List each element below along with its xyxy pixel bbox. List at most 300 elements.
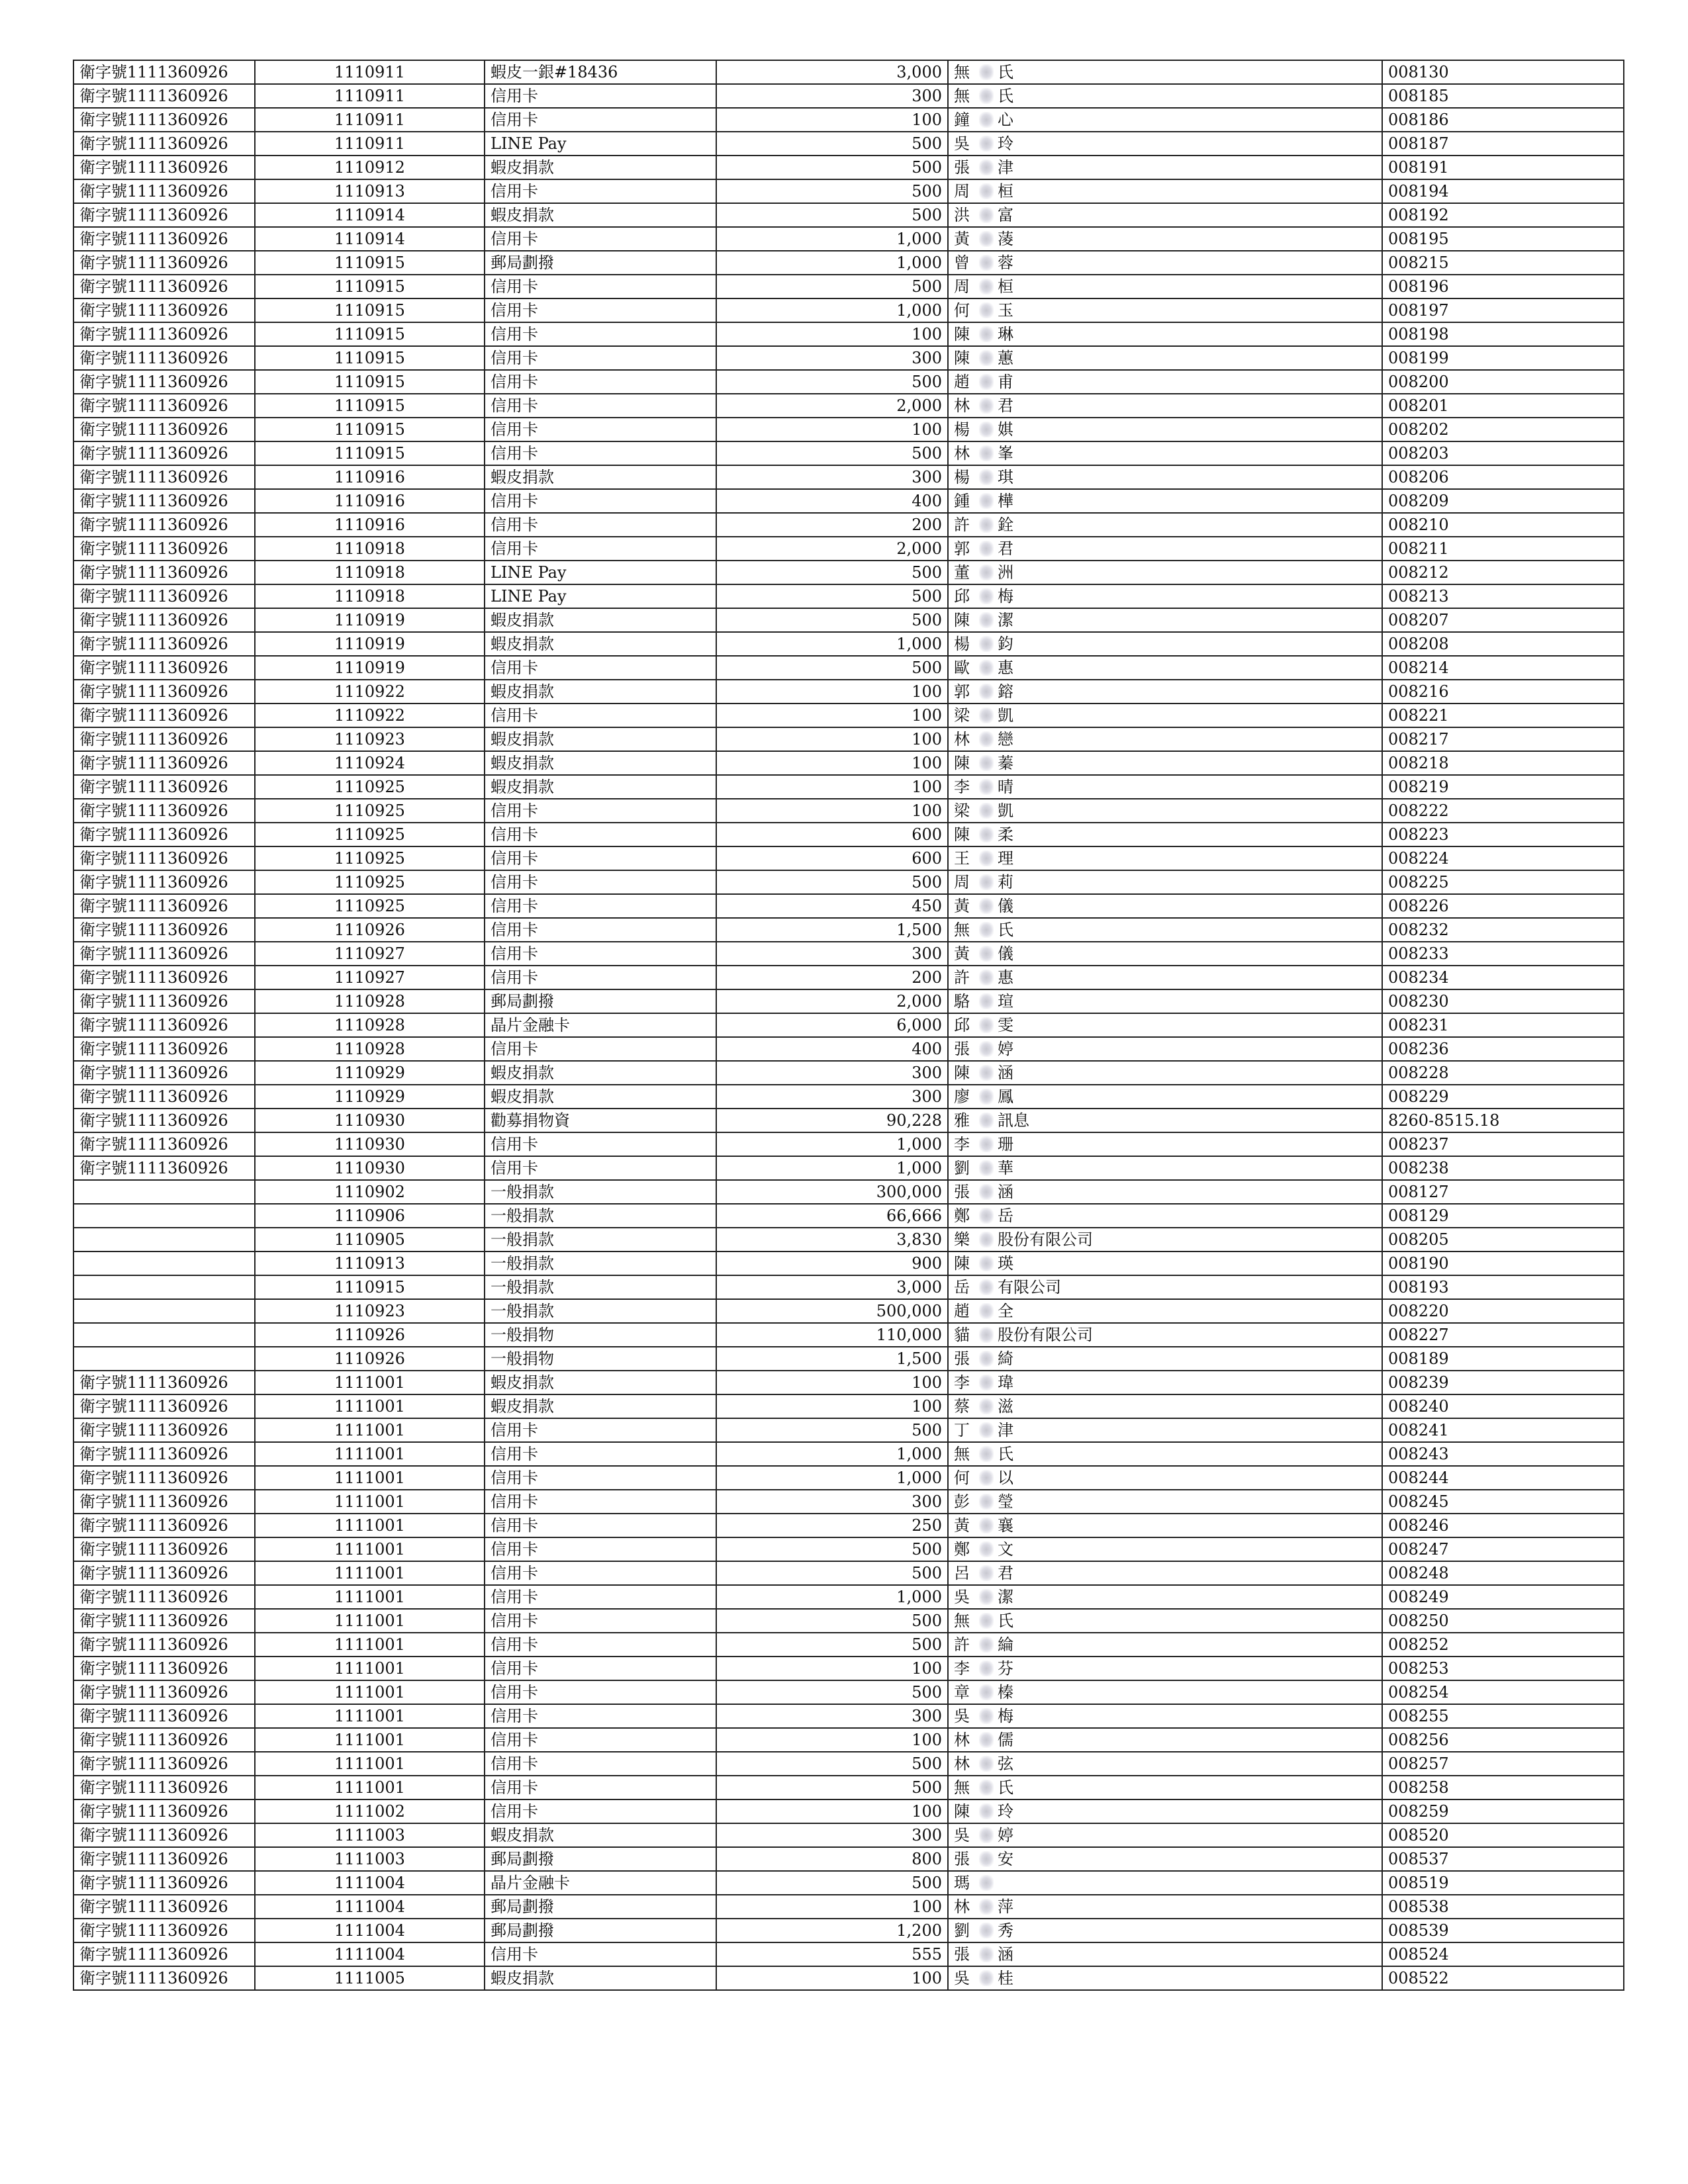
amount-cell: 100 <box>716 1371 948 1394</box>
amount-cell: 555 <box>716 1942 948 1966</box>
amount-cell: 3,000 <box>716 60 948 84</box>
donor-name-cell <box>948 1275 1382 1299</box>
donor-name-cell <box>948 942 1382 966</box>
table-row <box>73 275 1624 298</box>
permit-number-cell: 衛字號1111360926 <box>73 346 255 370</box>
permit-number-cell: 衛字號1111360926 <box>73 1514 255 1537</box>
donor-name-cell <box>948 1251 1382 1275</box>
donor-name-cell <box>948 441 1382 465</box>
date-cell: 1110916 <box>255 465 485 489</box>
donation-type-cell: LINE Pay <box>485 132 716 156</box>
donor-surname: 陳 <box>954 349 970 367</box>
table-row <box>73 1013 1624 1037</box>
donor-given-name: 富 <box>998 206 1013 224</box>
amount-cell: 300 <box>716 346 948 370</box>
donor-name-cell <box>948 179 1382 203</box>
table-row <box>73 1704 1624 1728</box>
donation-type-cell: 郵局劃撥 <box>485 1919 716 1942</box>
permit-number-cell: 衛字號1111360926 <box>73 513 255 537</box>
amount-cell: 1,000 <box>716 1585 948 1609</box>
date-cell: 1111004 <box>255 1942 485 1966</box>
donor-given-name: 琪 <box>998 468 1013 486</box>
donor-name-cell <box>948 203 1382 227</box>
donation-type-cell: 蝦皮捐款 <box>485 727 716 751</box>
redaction-blur <box>979 588 994 604</box>
receipt-number-cell: 008201 <box>1382 394 1624 418</box>
donor-surname: 張 <box>954 1945 970 1964</box>
donor-name-cell <box>948 966 1382 989</box>
donor-given-name: 惠 <box>998 659 1013 677</box>
receipt-number-cell: 008196 <box>1382 275 1624 298</box>
donor-surname: 董 <box>954 563 970 582</box>
date-cell: 1110925 <box>255 823 485 846</box>
date-cell: 1110915 <box>255 441 485 465</box>
donation-type-cell: 信用卡 <box>485 1799 716 1823</box>
receipt-number-cell: 008250 <box>1382 1609 1624 1633</box>
receipt-number-cell: 008254 <box>1382 1680 1624 1704</box>
redaction-blur <box>979 1232 994 1248</box>
donor-name-cell <box>948 1228 1382 1251</box>
date-cell: 1110922 <box>255 704 485 727</box>
permit-number-cell <box>73 1299 255 1323</box>
receipt-number-cell: 008213 <box>1382 584 1624 608</box>
amount-cell: 300 <box>716 1490 948 1514</box>
permit-number-cell: 衛字號1111360926 <box>73 1585 255 1609</box>
date-cell: 1110925 <box>255 870 485 894</box>
donation-type-cell: 蝦皮捐款 <box>485 775 716 799</box>
date-cell: 1110927 <box>255 966 485 989</box>
date-cell: 1110929 <box>255 1085 485 1109</box>
donor-name-cell <box>948 1109 1382 1132</box>
amount-cell: 500 <box>716 1418 948 1442</box>
table-row <box>73 156 1624 179</box>
date-cell: 1111001 <box>255 1418 485 1442</box>
redaction-blur <box>979 1136 994 1152</box>
permit-number-cell: 衛字號1111360926 <box>73 1132 255 1156</box>
donation-type-cell: LINE Pay <box>485 584 716 608</box>
donor-surname: 林 <box>954 396 970 415</box>
donor-given-name: 滋 <box>998 1397 1013 1416</box>
donor-given-name: 梅 <box>998 1707 1013 1725</box>
donor-given-name: 甫 <box>998 373 1013 391</box>
donor-name-cell <box>948 989 1382 1013</box>
redaction-blur <box>979 183 994 199</box>
receipt-number-cell: 008229 <box>1382 1085 1624 1109</box>
permit-number-cell: 衛字號1111360926 <box>73 894 255 918</box>
amount-cell: 300 <box>716 1823 948 1847</box>
table-row <box>73 1514 1624 1537</box>
receipt-number-cell: 008216 <box>1382 680 1624 704</box>
donor-name-cell <box>948 1418 1382 1442</box>
donor-surname: 吳 <box>954 1826 970 1844</box>
redaction-blur <box>979 803 994 819</box>
redaction-blur <box>979 64 994 80</box>
donation-type-cell: 信用卡 <box>485 418 716 441</box>
donor-name-cell <box>948 1085 1382 1109</box>
permit-number-cell <box>73 1180 255 1204</box>
redaction-blur <box>979 1351 994 1367</box>
redaction-blur <box>979 398 994 414</box>
date-cell: 1111005 <box>255 1966 485 1990</box>
donor-given-name: 戀 <box>998 730 1013 749</box>
redaction-blur <box>979 731 994 747</box>
donation-type-cell: 信用卡 <box>485 227 716 251</box>
donor-surname: 林 <box>954 1897 970 1916</box>
donor-given-name: 桓 <box>998 277 1013 296</box>
redaction-blur <box>979 1946 994 1962</box>
amount-cell: 1,500 <box>716 918 948 942</box>
donor-name-cell <box>948 132 1382 156</box>
donor-name-cell <box>948 799 1382 823</box>
receipt-number-cell: 008130 <box>1382 60 1624 84</box>
donation-type-cell: 信用卡 <box>485 704 716 727</box>
permit-number-cell: 衛字號1111360926 <box>73 632 255 656</box>
donor-surname: 黃 <box>954 944 970 963</box>
amount-cell: 100 <box>716 1966 948 1990</box>
donation-type-cell: 信用卡 <box>485 394 716 418</box>
amount-cell: 500 <box>716 584 948 608</box>
donor-surname: 梁 <box>954 706 970 725</box>
donation-type-cell: LINE Pay <box>485 561 716 584</box>
amount-cell: 500 <box>716 1537 948 1561</box>
date-cell: 1110913 <box>255 179 485 203</box>
permit-number-cell: 衛字號1111360926 <box>73 322 255 346</box>
table-row <box>73 1895 1624 1919</box>
table-row <box>73 1132 1624 1156</box>
donation-type-cell: 信用卡 <box>485 846 716 870</box>
donor-name-cell <box>948 298 1382 322</box>
amount-cell: 400 <box>716 1037 948 1061</box>
redaction-blur <box>979 541 994 557</box>
redaction-blur <box>979 136 994 152</box>
permit-number-cell <box>73 1228 255 1251</box>
date-cell: 1110922 <box>255 680 485 704</box>
donor-surname: 瑪 <box>954 1874 970 1892</box>
donor-surname: 鄭 <box>954 1206 970 1225</box>
donor-name-cell <box>948 84 1382 108</box>
date-cell: 1111001 <box>255 1442 485 1466</box>
redaction-blur <box>979 1113 994 1128</box>
table-row <box>73 1776 1624 1799</box>
redaction-blur <box>979 1780 994 1796</box>
donor-surname: 陳 <box>954 754 970 772</box>
donation-type-cell: 信用卡 <box>485 1633 716 1657</box>
redaction-blur <box>979 874 994 890</box>
permit-number-cell: 衛字號1111360926 <box>73 1037 255 1061</box>
date-cell: 1110914 <box>255 227 485 251</box>
receipt-number-cell: 008200 <box>1382 370 1624 394</box>
donor-name-cell <box>948 1633 1382 1657</box>
table-row <box>73 370 1624 394</box>
date-cell: 1110914 <box>255 203 485 227</box>
redaction-blur <box>979 1637 994 1653</box>
donor-surname: 無 <box>954 1445 970 1463</box>
receipt-number-cell: 008233 <box>1382 942 1624 966</box>
amount-cell: 100 <box>716 1728 948 1752</box>
donor-given-name: 娸 <box>998 420 1013 439</box>
donor-surname: 章 <box>954 1683 970 1702</box>
permit-number-cell: 衛字號1111360926 <box>73 203 255 227</box>
table-row <box>73 1561 1624 1585</box>
donor-given-name: 氏 <box>998 1778 1013 1797</box>
donor-name-cell <box>948 1871 1382 1895</box>
date-cell: 1111001 <box>255 1728 485 1752</box>
table-row <box>73 1823 1624 1847</box>
donor-given-name: 銓 <box>998 516 1013 534</box>
date-cell: 1110928 <box>255 1037 485 1061</box>
donation-type-cell: 蝦皮捐款 <box>485 1966 716 1990</box>
receipt-number-cell: 008129 <box>1382 1204 1624 1228</box>
donor-given-name: 氏 <box>998 1612 1013 1630</box>
donation-type-cell: 蝦皮捐款 <box>485 1394 716 1418</box>
donor-name-cell <box>948 1847 1382 1871</box>
donor-surname: 陳 <box>954 325 970 343</box>
date-cell: 1110918 <box>255 584 485 608</box>
donor-given-name: 潔 <box>998 1588 1013 1606</box>
receipt-number-cell: 008243 <box>1382 1442 1624 1466</box>
date-cell: 1110925 <box>255 775 485 799</box>
donor-surname: 林 <box>954 1731 970 1749</box>
date-cell: 1111004 <box>255 1871 485 1895</box>
donation-type-cell: 郵局劃撥 <box>485 989 716 1013</box>
table-row <box>73 1204 1624 1228</box>
amount-cell: 500 <box>716 203 948 227</box>
redaction-blur <box>979 1684 994 1700</box>
donor-given-name: 柔 <box>998 825 1013 844</box>
donation-type-cell: 一般捐款 <box>485 1204 716 1228</box>
donation-type-cell: 蝦皮捐款 <box>485 203 716 227</box>
table-row <box>73 1061 1624 1085</box>
receipt-number-cell: 008190 <box>1382 1251 1624 1275</box>
redaction-blur <box>979 1589 994 1605</box>
receipt-number-cell: 008185 <box>1382 84 1624 108</box>
table-row <box>73 1275 1624 1299</box>
donor-name-cell <box>948 1823 1382 1847</box>
donor-name-cell <box>948 1680 1382 1704</box>
amount-cell: 100 <box>716 1394 948 1418</box>
amount-cell: 1,000 <box>716 1442 948 1466</box>
donor-given-name: 氏 <box>998 921 1013 939</box>
permit-number-cell: 衛字號1111360926 <box>73 251 255 275</box>
donor-surname: 邱 <box>954 1016 970 1034</box>
table-row <box>73 561 1624 584</box>
redaction-blur <box>979 517 994 533</box>
date-cell: 1110923 <box>255 727 485 751</box>
donor-name-cell <box>948 1037 1382 1061</box>
permit-number-cell <box>73 1204 255 1228</box>
receipt-number-cell: 008217 <box>1382 727 1624 751</box>
table-row <box>73 132 1624 156</box>
receipt-number-cell: 008224 <box>1382 846 1624 870</box>
redaction-blur <box>979 1661 994 1676</box>
date-cell: 1111001 <box>255 1394 485 1418</box>
donor-given-name: 惠 <box>998 968 1013 987</box>
donor-given-name: 莉 <box>998 873 1013 891</box>
donation-type-cell: 晶片金融卡 <box>485 1871 716 1895</box>
receipt-number-cell: 008520 <box>1382 1823 1624 1847</box>
table-row <box>73 1919 1624 1942</box>
table-row <box>73 918 1624 942</box>
donor-name-cell <box>948 608 1382 632</box>
amount-cell: 100 <box>716 108 948 132</box>
donor-surname: 李 <box>954 1135 970 1154</box>
amount-cell: 500 <box>716 1752 948 1776</box>
redaction-blur <box>979 970 994 985</box>
permit-number-cell: 衛字號1111360926 <box>73 441 255 465</box>
table-row <box>73 656 1624 680</box>
donor-given-name: 晴 <box>998 778 1013 796</box>
donor-given-name: 涵 <box>998 1064 1013 1082</box>
ledger-body <box>73 60 1624 1990</box>
permit-number-cell: 衛字號1111360926 <box>73 823 255 846</box>
donation-type-cell: 蝦皮捐款 <box>485 608 716 632</box>
amount-cell: 1,500 <box>716 1347 948 1371</box>
table-row <box>73 1418 1624 1442</box>
receipt-number-cell: 008220 <box>1382 1299 1624 1323</box>
redaction-blur <box>979 565 994 580</box>
table-row <box>73 1942 1624 1966</box>
date-cell: 1110911 <box>255 84 485 108</box>
donor-given-name: 全 <box>998 1302 1013 1320</box>
donation-type-cell: 信用卡 <box>485 513 716 537</box>
redaction-blur <box>979 850 994 866</box>
date-cell: 1111001 <box>255 1633 485 1657</box>
receipt-number-cell: 008222 <box>1382 799 1624 823</box>
table-row <box>73 60 1624 84</box>
date-cell: 1111001 <box>255 1609 485 1633</box>
permit-number-cell: 衛字號1111360926 <box>73 918 255 942</box>
donation-type-cell: 信用卡 <box>485 1466 716 1490</box>
table-row <box>73 608 1624 632</box>
donation-type-cell: 蝦皮捐款 <box>485 1823 716 1847</box>
date-cell: 1111001 <box>255 1561 485 1585</box>
permit-number-cell: 衛字號1111360926 <box>73 1109 255 1132</box>
redaction-blur <box>979 255 994 271</box>
permit-number-cell: 衛字號1111360926 <box>73 1085 255 1109</box>
donor-given-name: 蓉 <box>998 253 1013 272</box>
receipt-number-cell: 008258 <box>1382 1776 1624 1799</box>
table-row <box>73 704 1624 727</box>
table-row <box>73 1085 1624 1109</box>
donor-surname: 李 <box>954 1659 970 1678</box>
permit-number-cell: 衛字號1111360926 <box>73 1680 255 1704</box>
permit-number-cell: 衛字號1111360926 <box>73 1752 255 1776</box>
permit-number-cell: 衛字號1111360926 <box>73 966 255 989</box>
amount-cell: 500 <box>716 608 948 632</box>
amount-cell: 500 <box>716 870 948 894</box>
date-cell: 1111003 <box>255 1823 485 1847</box>
donor-surname: 岳 <box>954 1278 970 1297</box>
donor-surname: 無 <box>954 921 970 939</box>
donor-name-cell <box>948 1323 1382 1347</box>
redaction-blur <box>979 350 994 366</box>
date-cell: 1110918 <box>255 561 485 584</box>
redaction-blur <box>979 779 994 795</box>
donor-given-name: 榛 <box>998 1683 1013 1702</box>
donation-type-cell: 信用卡 <box>485 1776 716 1799</box>
table-row <box>73 870 1624 894</box>
amount-cell: 1,000 <box>716 1156 948 1180</box>
donor-surname: 趙 <box>954 373 970 391</box>
table-row <box>73 322 1624 346</box>
donor-name-cell <box>948 680 1382 704</box>
amount-cell: 100 <box>716 704 948 727</box>
donor-given-name: 峯 <box>998 444 1013 463</box>
donor-given-name: 以 <box>998 1469 1013 1487</box>
amount-cell: 400 <box>716 489 948 513</box>
donor-name-cell <box>948 751 1382 775</box>
receipt-number-cell: 008519 <box>1382 1871 1624 1895</box>
amount-cell: 6,000 <box>716 1013 948 1037</box>
amount-cell: 1,000 <box>716 298 948 322</box>
date-cell: 1111001 <box>255 1537 485 1561</box>
donor-given-name: 襄 <box>998 1516 1013 1535</box>
donor-given-name: 儀 <box>998 944 1013 963</box>
permit-number-cell: 衛字號1111360926 <box>73 656 255 680</box>
receipt-number-cell: 008252 <box>1382 1633 1624 1657</box>
donor-given-name: 凱 <box>998 801 1013 820</box>
amount-cell: 500 <box>716 1609 948 1633</box>
receipt-number-cell: 008219 <box>1382 775 1624 799</box>
donor-surname: 歐 <box>954 659 970 677</box>
donor-name-cell <box>948 156 1382 179</box>
donor-name-cell <box>948 1657 1382 1680</box>
donation-type-cell: 蝦皮捐款 <box>485 1061 716 1085</box>
donor-given-name: 玲 <box>998 134 1013 153</box>
table-row <box>73 1442 1624 1466</box>
donation-type-cell: 信用卡 <box>485 370 716 394</box>
amount-cell: 1,000 <box>716 1466 948 1490</box>
donation-type-cell: 信用卡 <box>485 1585 716 1609</box>
donor-name-cell <box>948 775 1382 799</box>
redaction-blur <box>979 88 994 104</box>
donor-name-cell <box>948 1561 1382 1585</box>
donor-name-cell <box>948 418 1382 441</box>
receipt-number-cell: 008253 <box>1382 1657 1624 1680</box>
donor-surname: 無 <box>954 1778 970 1797</box>
permit-number-cell: 衛字號1111360926 <box>73 775 255 799</box>
date-cell: 1110919 <box>255 656 485 680</box>
donor-surname: 梁 <box>954 801 970 820</box>
date-cell: 1110905 <box>255 1228 485 1251</box>
receipt-number-cell: 008248 <box>1382 1561 1624 1585</box>
donor-given-name: 桓 <box>998 182 1013 201</box>
permit-number-cell: 衛字號1111360926 <box>73 537 255 561</box>
table-row <box>73 441 1624 465</box>
donor-given-name: 氏 <box>998 63 1013 81</box>
donor-surname: 黃 <box>954 897 970 915</box>
donor-name-cell <box>948 108 1382 132</box>
table-row <box>73 1609 1624 1633</box>
redaction-blur <box>979 279 994 295</box>
donor-surname: 鄭 <box>954 1540 970 1559</box>
receipt-number-cell: 008203 <box>1382 441 1624 465</box>
donor-surname: 陳 <box>954 825 970 844</box>
donor-name-cell <box>948 1966 1382 1990</box>
receipt-number-cell: 008127 <box>1382 1180 1624 1204</box>
permit-number-cell: 衛字號1111360926 <box>73 1466 255 1490</box>
table-row <box>73 1680 1624 1704</box>
donation-type-cell: 一般捐款 <box>485 1228 716 1251</box>
permit-number-cell: 衛字號1111360926 <box>73 156 255 179</box>
donation-type-cell: 一般捐物 <box>485 1323 716 1347</box>
donor-name-cell <box>948 322 1382 346</box>
donor-surname: 王 <box>954 849 970 868</box>
amount-cell: 500 <box>716 179 948 203</box>
donation-type-cell: 信用卡 <box>485 1490 716 1514</box>
receipt-number-cell: 008199 <box>1382 346 1624 370</box>
permit-number-cell: 衛字號1111360926 <box>73 989 255 1013</box>
